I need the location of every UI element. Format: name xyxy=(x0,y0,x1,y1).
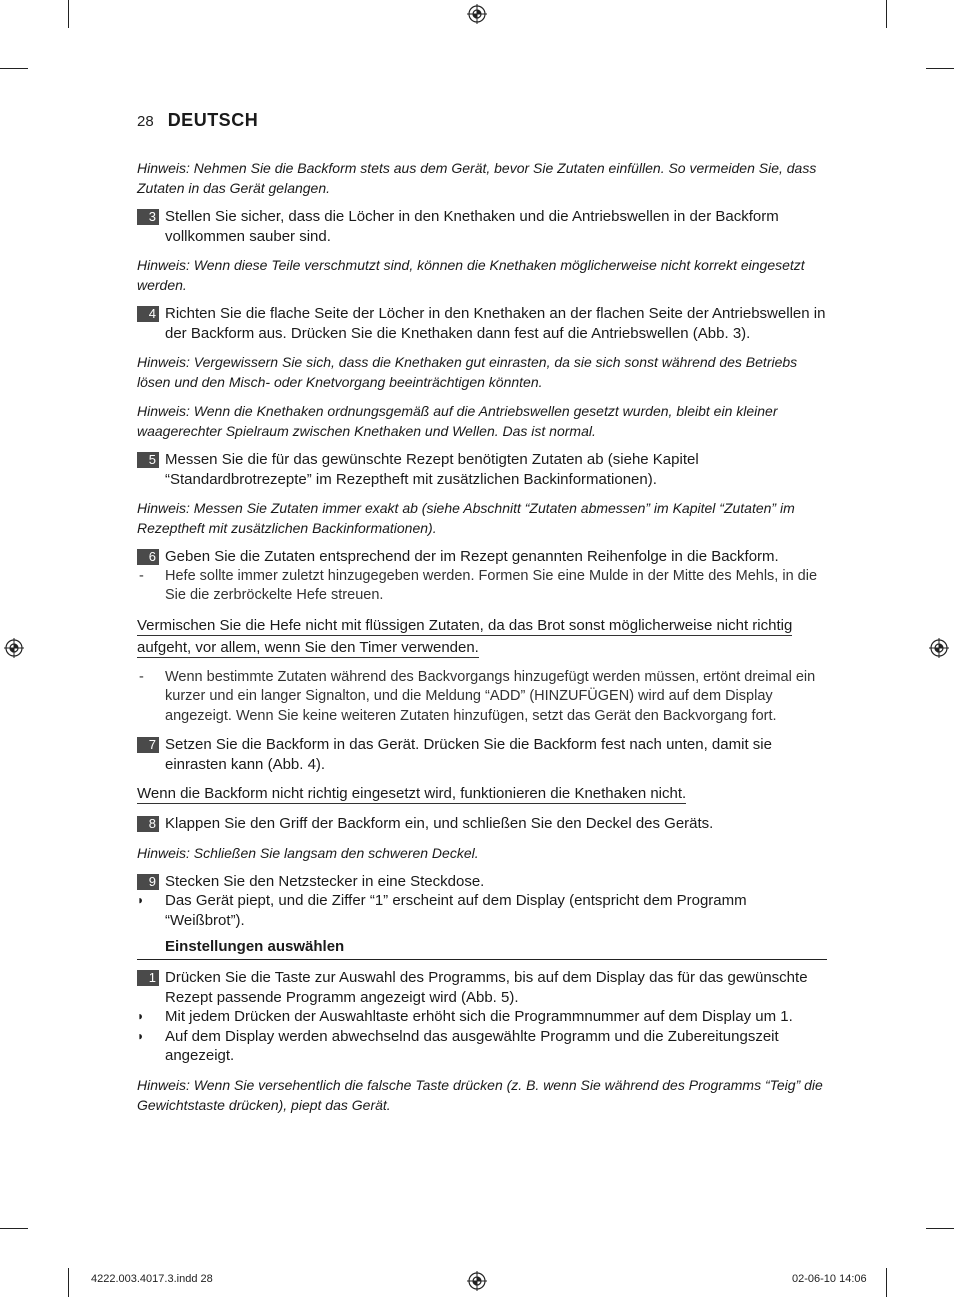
bullet-arrow-icon: ◗ xyxy=(137,1028,145,1043)
step-text: Drücken Sie die Taste zur Auswahl des Programms, bis auf dem Display das für das gewünschte Rezept passende Programm angezeigt wird (Abb. 5). xyxy=(165,969,808,1006)
registration-mark-icon xyxy=(467,1271,487,1291)
page-content xyxy=(137,158,827,1124)
note: Hinweis: Wenn diese Teile verschmutzt sind, können die Knethaken möglicherweise nicht korrekt eingesetzt werden. xyxy=(137,257,805,293)
crop-mark xyxy=(926,68,954,69)
step-number: 4 xyxy=(137,306,159,322)
result-bullet xyxy=(137,891,827,930)
note: Hinweis: Wenn die Knethaken ordnungsgemäß auf die Antriebswellen gesetzt wurden, bleibt ein kleiner waagerechter Spielraum zwischen Knethaken und Wellen. Das ist normal. xyxy=(137,403,778,439)
footer-date-info: 02-06-10 14:06 xyxy=(792,1273,867,1285)
step-8 xyxy=(137,814,827,834)
step-3 xyxy=(137,207,827,246)
section-subheading: Einstellungen auswählen xyxy=(137,937,827,960)
sub-item-text: Hefe sollte immer zuletzt hinzugegeben werden. Formen Sie eine Mulde in der Mitte des Mehls, in die Sie die zerbröckelte Hefe streuen. xyxy=(165,567,818,603)
sub-item xyxy=(137,567,827,606)
step-number: 7 xyxy=(137,737,159,753)
step-1 xyxy=(137,968,827,1007)
registration-mark-icon xyxy=(929,638,949,658)
dash-marker: - xyxy=(139,668,144,685)
step-number: 1 xyxy=(137,970,159,986)
step-number: 8 xyxy=(137,816,159,832)
sub-item-text: Wenn bestimmte Zutaten während des Backvorgangs hinzugefügt werden müssen, ertönt dreimal ein kurzer und ein langer Signalton, und die Meldung “ADD” (HINZUFÜGEN) wird auf dem Display angezeigt. Wenn Sie keine weiteren Zutaten hinzufügen, setzt das Gerät den Backvorgang fort. xyxy=(165,668,816,724)
note: Hinweis: Messen Sie Zutaten immer exakt ab (siehe Abschnitt “Zutaten abmessen” im Kapitel “Zutaten” im Rezeptheft mit zusätzlichen Backinformationen). xyxy=(137,500,795,536)
step-text: Setzen Sie die Backform in das Gerät. Drücken Sie die Backform fest nach unten, damit sie einrasten kann (Abb. 4). xyxy=(165,736,772,773)
page-number: 28 xyxy=(137,113,154,130)
step-9 xyxy=(137,872,827,892)
crop-mark xyxy=(0,1228,28,1229)
page-header xyxy=(137,110,258,131)
step-5 xyxy=(137,450,827,489)
warning-text: Wenn die Backform nicht richtig eingesetzt wird, funktionieren die Knethaken nicht. xyxy=(137,785,687,802)
registration-mark-icon xyxy=(4,638,24,658)
bullet-text: Das Gerät piept, und die Ziffer “1” erscheint auf dem Display (entspricht dem Programm “Weißbrot”). xyxy=(165,892,747,929)
step-text: Richten Sie die flache Seite der Löcher in den Knethaken an der flachen Seite der Antriebswellen in der Backform aus. Drücken Sie die Knethaken dann fest auf die Antriebswellen (Abb. 3). xyxy=(165,305,826,342)
step-number: 3 xyxy=(137,209,159,225)
crop-mark xyxy=(886,0,887,28)
result-bullet xyxy=(137,1007,827,1027)
footer-file-info: 4222.003.4017.3.indd 28 xyxy=(91,1273,213,1285)
dash-marker: - xyxy=(139,567,144,584)
result-bullet xyxy=(137,1027,827,1066)
step-text: Stellen Sie sicher, dass die Löcher in den Knethaken und die Antriebswellen in der Backform vollkommen sauber sind. xyxy=(165,208,779,245)
section-title: DEUTSCH xyxy=(167,110,259,130)
step-text: Geben Sie die Zutaten entsprechend der im Rezept genannten Reihenfolge in die Backform. xyxy=(165,548,779,565)
crop-mark xyxy=(926,1228,954,1229)
bullet-text: Mit jedem Drücken der Auswahltaste erhöht sich die Programmnummer auf dem Display um 1. xyxy=(165,1008,793,1025)
bullet-arrow-icon: ◗ xyxy=(137,1009,145,1023)
step-text: Klappen Sie den Griff der Backform ein, und schließen Sie den Deckel des Geräts. xyxy=(165,815,714,832)
step-number: 5 xyxy=(137,452,159,468)
note: Hinweis: Schließen Sie langsam den schweren Deckel. xyxy=(137,844,479,861)
crop-mark xyxy=(68,0,69,28)
crop-mark xyxy=(0,68,28,69)
note: Hinweis: Wenn Sie versehentlich die falsche Taste drücken (z. B. wenn Sie während des Programms “Teig” die Gewichtstaste drücken), piept das Gerät. xyxy=(137,1076,823,1113)
bullet-arrow-icon: ◗ xyxy=(137,893,145,907)
note: Hinweis: Nehmen Sie die Backform stets aus dem Gerät, bevor Sie Zutaten einfüllen. So vermeiden Sie, dass Zutaten in das Gerät gelangen. xyxy=(137,160,817,196)
step-number: 9 xyxy=(137,874,159,890)
step-number: 6 xyxy=(137,549,159,565)
crop-mark xyxy=(886,1268,887,1297)
crop-mark xyxy=(68,1268,69,1297)
registration-mark-icon xyxy=(467,4,487,24)
step-7 xyxy=(137,735,827,774)
note: Hinweis: Vergewissern Sie sich, dass die Knethaken gut einrasten, da sie sich sonst während des Betriebs lösen und den Misch- oder Knetvorgang beeinträchtigen könnten. xyxy=(137,354,798,390)
step-text: Messen Sie die für das gewünschte Rezept benötigten Zutaten ab (siehe Kapitel “Standardbrotrezepte” im Rezeptheft mit zusätzlichen Backinformationen). xyxy=(165,451,699,488)
warning xyxy=(137,783,827,805)
step-4 xyxy=(137,304,827,343)
warning-text: Vermischen Sie die Hefe nicht mit flüssigen Zutaten, da das Brot sonst möglicherweise nicht richtig aufgeht, vor allem, wenn Sie den Timer verwenden. xyxy=(137,616,793,656)
step-6 xyxy=(137,547,827,567)
sub-item xyxy=(137,668,827,727)
bullet-text: Auf dem Display werden abwechselnd das ausgewählte Programm und die Zubereitungszeit angezeigt. xyxy=(165,1027,779,1064)
warning xyxy=(137,615,827,659)
step-text: Stecken Sie den Netzstecker in eine Steckdose. xyxy=(165,872,485,890)
